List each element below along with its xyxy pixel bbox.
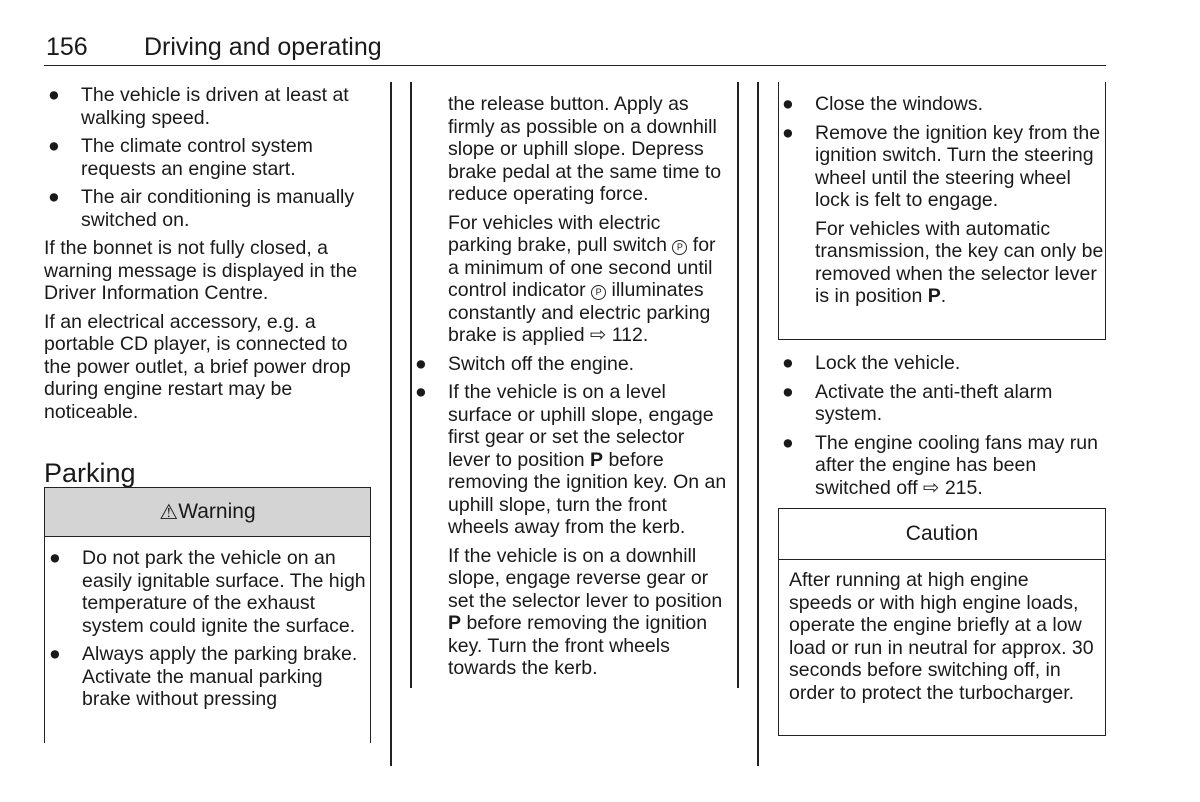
page-reference: 112.	[611, 324, 649, 346]
bullet-icon: ●	[48, 135, 60, 157]
bonnet-paragraph: If the bonnet is not fully closed, a warning message is displayed in the Driver Information Centre.	[44, 237, 358, 304]
column-3-lower	[778, 352, 1106, 505]
list-item: ● The engine cooling fans may run after the engine has been switched off ⇨ 215.	[782, 431, 1098, 499]
chapter-title: Driving and operating	[144, 33, 382, 61]
downhill-paragraph: If the vehicle is on a downhill slope, engage reverse gear or set the selector lever to position P before removing the ignition key. Turn the front wheels towards the kerb.	[448, 544, 723, 679]
list-item: ● Activate the anti-theft alarm system.	[782, 380, 1053, 425]
list-item: ● Close the windows.	[782, 93, 983, 115]
page-reference: 215.	[944, 476, 983, 499]
accessory-paragraph: If an electrical accessory, e.g. a portable CD player, is connected to the power outlet, a brief power drop during engine restart may be noticeable.	[44, 310, 351, 423]
list-item: ● If the vehicle is on a level surface or uphill slope, engage first gear or set the selector lever to position P before removing the ignition key. On an uphill slope, turn the front wheels away from the kerb.	[415, 381, 727, 538]
bullet-icon: ●	[782, 352, 794, 374]
warning-title: Warning	[178, 500, 256, 523]
bullet-icon: ●	[782, 431, 794, 454]
electric-parking-brake-paragraph: For vehicles with electric parking brake, pull switch P for a minimum of one second until control indicator P illuminates constantly and electric parking brake is applied ⇨ 112.	[448, 211, 716, 346]
bullet-icon: ●	[782, 121, 794, 144]
column-divider	[390, 82, 392, 766]
page-header	[44, 33, 1106, 66]
bullet-icon: ●	[782, 93, 794, 115]
bullet-icon: ●	[415, 381, 427, 403]
page-number: 156	[46, 33, 88, 61]
release-button-paragraph: the release button. Apply as firmly as possible on a downhill slope or uphill slope. Depress brake pedal at the same time to reduce operating force.	[448, 93, 722, 205]
bullet-icon: ●	[48, 84, 60, 106]
list-item: ● Switch off the engine.	[415, 352, 635, 375]
bullet-icon: ●	[415, 352, 427, 375]
bullet-icon: ●	[48, 186, 60, 208]
warning-header	[45, 488, 370, 537]
list-item: ● Do not park the vehicle on an easily ignitable surface. The high temperature of the exhaust system could ignite the surface.	[49, 547, 366, 637]
parking-brake-icon: P	[591, 285, 606, 300]
caution-title: Caution	[779, 509, 1105, 560]
list-item: ● The climate control system requests an engine start.	[48, 135, 313, 180]
list-item: ● Always apply the parking brake. Activate the manual parking brake without pressing	[49, 643, 358, 710]
column-3	[778, 93, 1106, 314]
automatic-transmission-paragraph: For vehicles with automatic transmission, the key can only be removed when the selector lever is in position P.	[815, 217, 1104, 307]
bullet-icon: ●	[782, 380, 794, 403]
column-divider	[757, 82, 759, 766]
column-divider	[737, 82, 739, 688]
page-ref-arrow-icon: ⇨	[923, 476, 940, 499]
list-item: ● The air conditioning is manually switched on.	[48, 186, 355, 231]
bullet-icon: ●	[49, 643, 61, 665]
column-2	[411, 93, 729, 686]
caution-box	[778, 508, 1106, 736]
page-ref-arrow-icon: ⇨	[590, 324, 607, 346]
section-heading-parking: Parking	[44, 458, 136, 488]
column-1	[44, 84, 374, 489]
caution-text: After running at high engine speeds or with high engine loads, operate the engine briefly at a low load or run in neutral for approx. 30 seconds before switching off, in order to protect the turbocharger.	[789, 569, 1094, 704]
list-item: ● The vehicle is driven at least at walking speed.	[48, 84, 349, 129]
list-item: ● Remove the ignition key from the ignition switch. Turn the steering wheel until the steering wheel lock is felt to engage.	[782, 121, 1101, 211]
warning-box	[44, 487, 371, 743]
warning-icon: ⚠	[159, 500, 179, 524]
condition-list	[44, 84, 374, 231]
parking-brake-icon: P	[672, 240, 687, 255]
list-item: ● Lock the vehicle.	[782, 352, 961, 374]
bullet-icon: ●	[49, 547, 61, 569]
